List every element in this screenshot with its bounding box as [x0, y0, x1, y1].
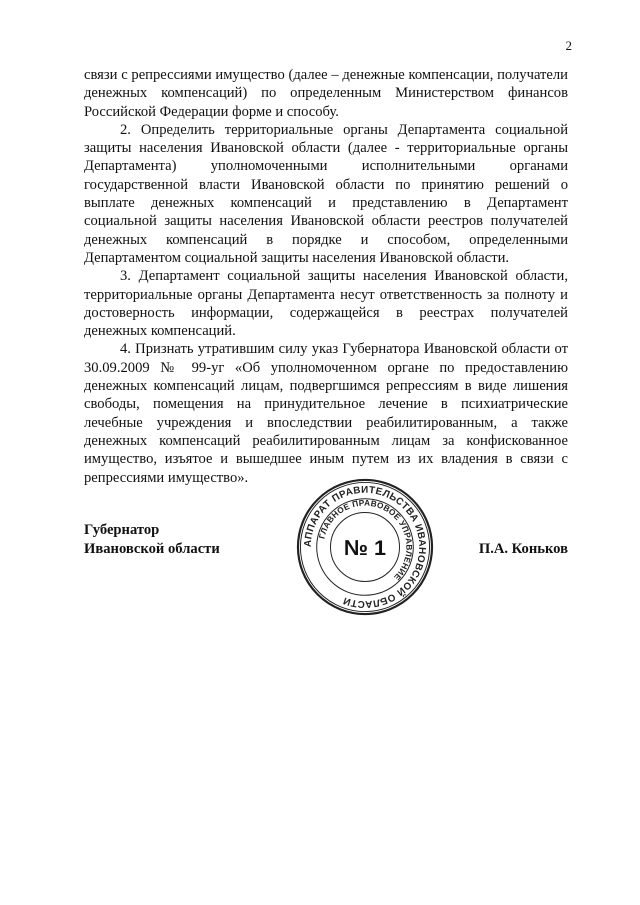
paragraph-2: 2. Определить территориальные органы Департамента социальной защиты населения Ивановской области (далее - территориальные органы Департамента) уполномоченными исполнительными органами государственной власти Ивановской области по принятию решений о выплате денежных компенсаций и представлению в Департамент социальной защиты населения Ивановской области реестров получателей денежных компенсаций в порядке и способом, определенными Департаментом социальной защиты населения Ивановской области.	[84, 121, 568, 266]
signer-position-line-2: Ивановской области	[84, 540, 220, 557]
official-seal	[296, 478, 434, 616]
seal-outer-text: АППАРАТ ПРАВИТЕЛЬСТВА ИВАНОВСКОЙ ОБЛАСТИ	[302, 484, 428, 610]
paragraph-4: 4. Признать утратившим силу указ Губернатора Ивановской области от 30.09.2009 № 99-уг «Об уполномоченном органе по предоставлению денежных компенсаций лицам, подвергшимся репрессиям в виде лишения свободы, помещения на принудительное лечение в психиатрические лечебные учреждения и впоследствии реабилитированным, а также денежных компенсаций реабилитированным лицам за конфискованное имущество, изъятое и вышедшее иным путем из их владения в связи с репрессиями имущество».	[84, 341, 568, 486]
page-number: 2	[565, 38, 572, 53]
paragraph-3: 3. Департамент социальной защиты населения Ивановской области, территориальные органы Департамента несут ответственность за полноту и достоверность информации, содержащейся в реестрах получателей денежных компенсаций.	[84, 268, 568, 340]
seal-inner-text: ГЛАВНОЕ ПРАВОВОЕ УПРАВЛЕНИЕ	[317, 498, 414, 582]
seal-number: № 1	[343, 534, 387, 560]
signer-name: П.А. Коньков	[478, 541, 568, 557]
paragraph-continuation: связи с репрессиями имущество (далее – денежные компенсации, получатели денежных компенсаций) по определенным Министерством финансов Российской Федерации форме и способу.	[84, 67, 568, 120]
signer-position	[84, 521, 220, 558]
document-body	[84, 66, 568, 487]
signer-position-line-1: Губернатор	[84, 522, 160, 538]
